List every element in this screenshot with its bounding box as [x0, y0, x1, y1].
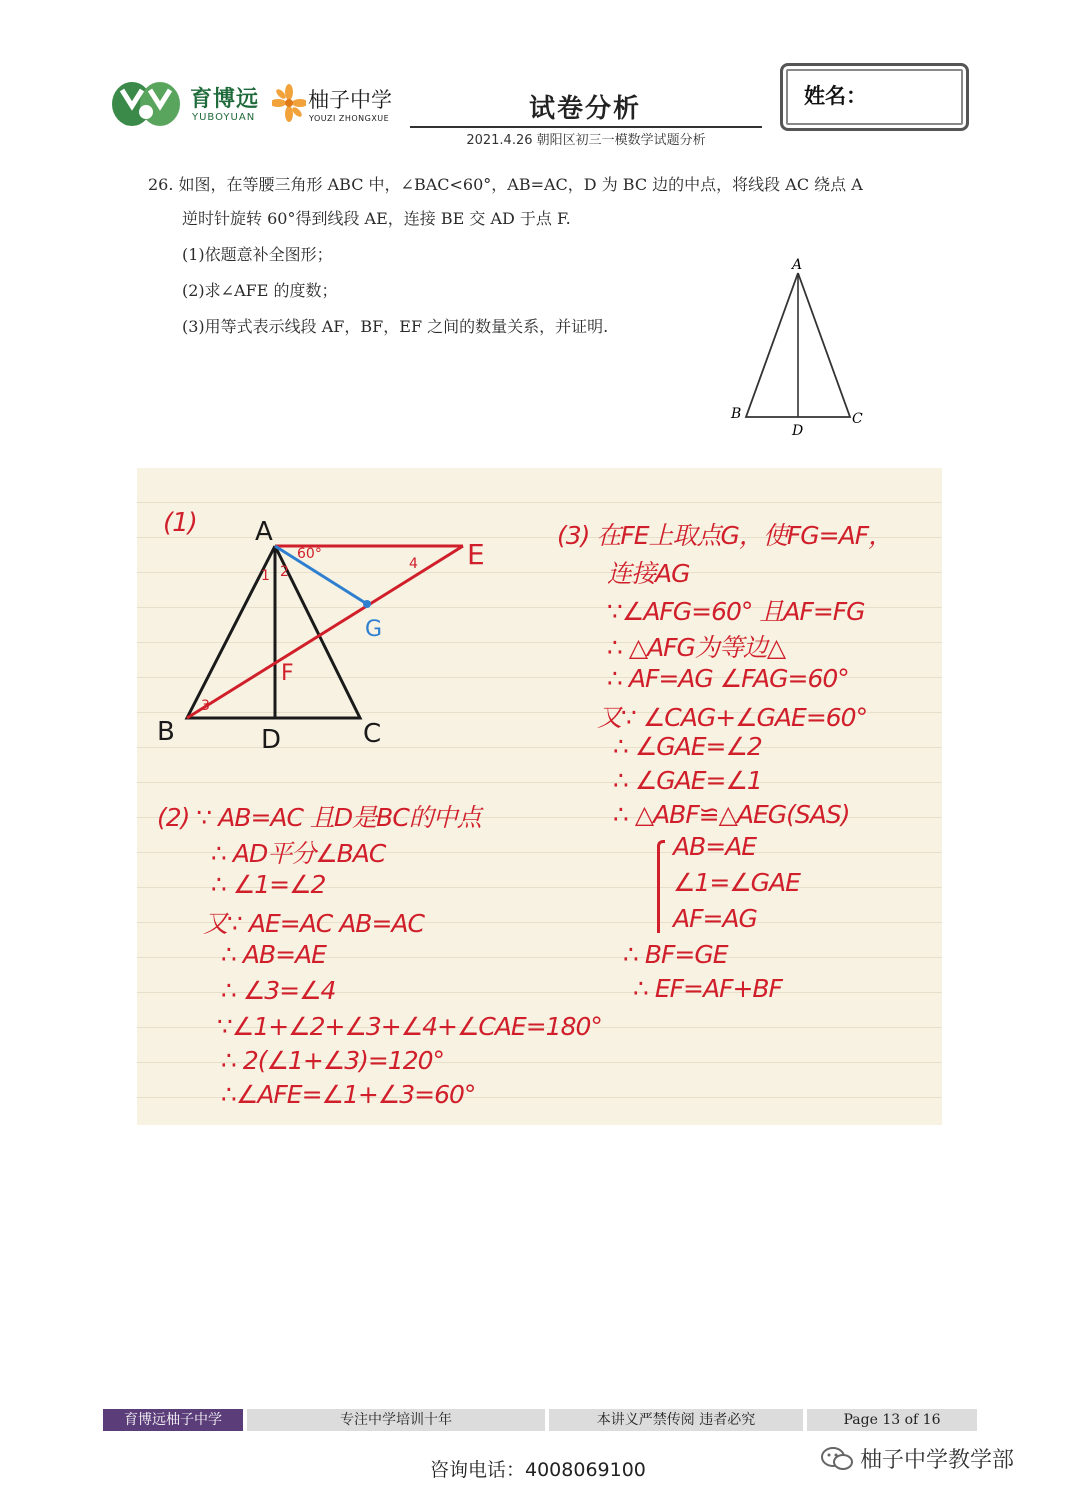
sol-angle-1: 1 — [261, 568, 270, 584]
proof2-line: ∴ AB=AE — [221, 940, 326, 969]
sol-label-a: A — [255, 518, 273, 547]
proof2-line: ∴∠AFE=∠1+∠3=60° — [221, 1080, 476, 1109]
proof3-line: ∴ △AFG为等边△ — [607, 633, 786, 662]
proof3-line: ∴ △ABF≌△AEG(SAS) — [613, 800, 850, 829]
sol-angle-2: 2 — [280, 564, 289, 580]
wechat-account-name: 柚子中学教学部 — [860, 1448, 1015, 1473]
question-part-2: (2)求∠AFE 的度数； — [182, 281, 338, 300]
fig-label-d: D — [792, 423, 804, 439]
proof2-line: ∴ 2(∠1+∠3)=120° — [221, 1046, 445, 1075]
footer-notice: 本讲义严禁传阅 违者必究 — [549, 1409, 803, 1431]
handwritten-solution — [137, 468, 942, 1125]
question-26 — [118, 150, 940, 450]
sol-label-e: E — [467, 538, 485, 571]
title-divider — [410, 126, 762, 128]
question-part-1: (1)依题意补全图形； — [182, 245, 333, 264]
proof2-line: ∴ ∠3=∠4 — [221, 976, 336, 1005]
proof3-line: ∴ ∠GAE=∠1 — [613, 766, 762, 795]
contact-phone: 咨询电话：4008069100 — [430, 1459, 646, 1481]
sol-label-f: F — [281, 661, 294, 686]
wechat-icon — [820, 1445, 854, 1473]
sol-label-g: G — [365, 617, 383, 642]
sol-angle-60: 60° — [297, 546, 322, 562]
logo-en-text: YUBOYUAN — [192, 112, 256, 123]
proof3-line: 连接AG — [607, 559, 690, 588]
page-title: 试卷分析 — [528, 94, 641, 124]
sol-label-c: C — [363, 719, 382, 748]
proof2-line: 又∵ AE=AC AB=AC — [203, 909, 424, 938]
brand-logo — [108, 78, 408, 130]
sol-angle-3: 3 — [201, 698, 210, 714]
sol-label-b: B — [157, 717, 175, 747]
proof3-line: ∴ EF=AF+BF — [633, 974, 782, 1003]
proof3-line: ∴ ∠GAE=∠2 — [613, 732, 762, 761]
question-part-3: (3)用等式表示线段 AF，BF，EF 之间的数量关系，并证明. — [182, 317, 609, 336]
fig-label-b: B — [731, 406, 742, 422]
pomelo-flower-icon — [272, 84, 306, 122]
proof3-line: (3) 在FE上取点G，使FG=AF， — [557, 521, 893, 550]
proof2-line: ∵∠1+∠2+∠3+∠4+∠CAE=180° — [217, 1012, 602, 1041]
sol-angle-4: 4 — [409, 556, 418, 572]
footer-slogan: 专注中学培训十年 — [247, 1409, 545, 1431]
proof3-line: AF=AG — [673, 904, 757, 933]
logo2-en-text: YOUZI ZHONGXUE — [309, 114, 390, 123]
proof2-line: (2) ∵ AB=AC 且D是BC的中点 — [157, 803, 481, 832]
logo2-cn-text: 柚子中学 — [308, 88, 392, 112]
footer-brand: 育博远柚子中学 — [103, 1409, 243, 1431]
name-label: 姓名： — [804, 84, 867, 108]
proof2-line: ∴ AD平分∠BAC — [211, 839, 386, 868]
question-figure — [718, 255, 878, 440]
proof3-line: ∴ AF=AG ∠FAG=60° — [607, 664, 849, 693]
proof3-line: ∵∠AFG=60° 且AF=FG — [607, 597, 865, 626]
proof3-line: ∠1=∠GAE — [673, 868, 800, 897]
footer-page-number: Page 13 of 16 — [807, 1409, 977, 1431]
yy-logo-icon — [108, 80, 188, 128]
solution-figure — [157, 518, 517, 748]
proof3-line: AB=AE — [673, 832, 757, 861]
footer-bar — [103, 1409, 980, 1431]
question-line-2: 逆时针旋转 60°得到线段 AE，连接 BE 交 AD 于点 F. — [182, 209, 571, 228]
proof2-line: ∴ ∠1=∠2 — [211, 870, 326, 899]
fig-label-a: A — [792, 257, 803, 273]
sol-label-d: D — [261, 725, 282, 748]
brace-mark — [657, 840, 665, 933]
proof3-line: 又∵ ∠CAG+∠GAE=60° — [597, 703, 868, 732]
wechat-account — [820, 1443, 1014, 1474]
proof3-line: ∴ BF=GE — [623, 940, 728, 969]
question-line-1: 26. 如图，在等腰三角形 ABC 中，∠BAC<60°，AB=AC，D 为 BC 边的中点，将线段 AC 绕点 A — [148, 175, 863, 194]
logo-cn-text: 育博远 — [190, 87, 260, 112]
fig-label-c: C — [852, 411, 863, 427]
page-subtitle: 2021.4.26 朝阳区初三一模数学试题分析 — [466, 133, 706, 148]
note-part-1-label: (1) — [163, 508, 197, 538]
